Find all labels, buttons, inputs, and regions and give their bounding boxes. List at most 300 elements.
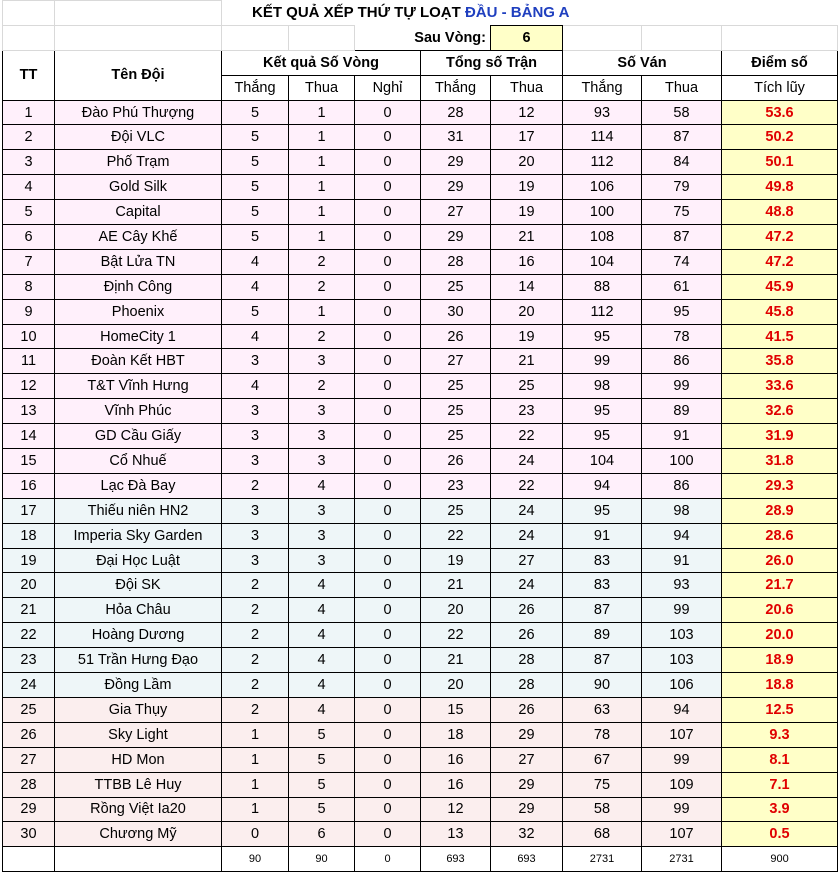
cell-games-loss: 87 (642, 225, 722, 250)
cell-rounds-rest: 0 (355, 822, 421, 847)
cell-matches-win: 20 (421, 598, 491, 623)
cell-rounds-loss: 1 (289, 100, 355, 125)
cell-team-name: Imperia Sky Garden (55, 523, 222, 548)
cell-games-win: 95 (563, 424, 642, 449)
cell-team-name: T&T Vĩnh Hưng (55, 374, 222, 399)
cell-rounds-loss: 6 (289, 822, 355, 847)
cell-team-name: Đoàn Kết HBT (55, 349, 222, 374)
cell-rounds-rest: 0 (355, 722, 421, 747)
cell-games-loss: 61 (642, 274, 722, 299)
cell-rounds-rest: 0 (355, 772, 421, 797)
header-row-1 (3, 50, 838, 75)
totals-empty (55, 847, 222, 872)
table-row (3, 673, 838, 698)
cell-matches-win: 20 (421, 673, 491, 698)
cell-rank: 18 (3, 523, 55, 548)
cell-rounds-loss: 5 (289, 747, 355, 772)
cell-games-loss: 106 (642, 673, 722, 698)
cell-matches-loss: 21 (491, 225, 563, 250)
header-games: Số Ván (563, 50, 722, 75)
cell-matches-loss: 24 (491, 498, 563, 523)
cell-rank: 24 (3, 673, 55, 698)
cell-rounds-win: 1 (222, 722, 289, 747)
cell-team-name: Lạc Đà Bay (55, 473, 222, 498)
cell-games-loss: 86 (642, 349, 722, 374)
cell-games-loss: 78 (642, 324, 722, 349)
cell-rounds-rest: 0 (355, 697, 421, 722)
cell-rounds-loss: 4 (289, 623, 355, 648)
cell-games-win: 95 (563, 498, 642, 523)
cell-matches-win: 12 (421, 797, 491, 822)
cell-rounds-win: 5 (222, 225, 289, 250)
cell-matches-win: 27 (421, 200, 491, 225)
cell-games-win: 94 (563, 473, 642, 498)
cell-rounds-loss: 3 (289, 498, 355, 523)
cell-games-win: 87 (563, 598, 642, 623)
cell-team-name: Cổ Nhuế (55, 449, 222, 474)
cell-team-name: Gia Thụy (55, 697, 222, 722)
cell-games-win: 114 (563, 125, 642, 150)
cell-games-loss: 103 (642, 648, 722, 673)
total-games-win: 2731 (563, 847, 642, 872)
cell-matches-loss: 21 (491, 349, 563, 374)
cell-matches-win: 19 (421, 548, 491, 573)
cell-games-win: 88 (563, 274, 642, 299)
cell-rank: 10 (3, 324, 55, 349)
cell-rounds-win: 4 (222, 374, 289, 399)
title-row (3, 1, 838, 26)
cell-points: 28.6 (722, 523, 838, 548)
totals-row (3, 847, 838, 872)
cell-rounds-win: 2 (222, 697, 289, 722)
cell-matches-loss: 26 (491, 598, 563, 623)
cell-rank: 2 (3, 125, 55, 150)
header-matches-win: Thắng (421, 75, 491, 100)
table-row (3, 598, 838, 623)
cell-rounds-win: 4 (222, 274, 289, 299)
table-row (3, 150, 838, 175)
header-rounds-win: Thắng (222, 75, 289, 100)
cell-rounds-rest: 0 (355, 324, 421, 349)
cell-rounds-loss: 4 (289, 573, 355, 598)
cell-rounds-rest: 0 (355, 673, 421, 698)
cell-rounds-rest: 0 (355, 573, 421, 598)
cell-points: 48.8 (722, 200, 838, 225)
cell-points: 20.0 (722, 623, 838, 648)
table-row (3, 100, 838, 125)
cell-points: 45.9 (722, 274, 838, 299)
cell-games-loss: 99 (642, 747, 722, 772)
cell-rank: 13 (3, 399, 55, 424)
cell-games-win: 108 (563, 225, 642, 250)
cell-matches-loss: 27 (491, 548, 563, 573)
cell-points: 35.8 (722, 349, 838, 374)
cell-matches-loss: 19 (491, 175, 563, 200)
total-points: 900 (722, 847, 838, 872)
cell-team-name: Định Công (55, 274, 222, 299)
cell-points: 26.0 (722, 548, 838, 573)
table-row (3, 573, 838, 598)
cell-matches-loss: 24 (491, 573, 563, 598)
table-row (3, 374, 838, 399)
title-highlight: ĐẦU - BẢNG A (464, 4, 570, 22)
title-prefix: KẾT QUẢ XẾP THỨ TỰ LOẠT (252, 4, 461, 22)
cell-team-name: Đội SK (55, 573, 222, 598)
cell-games-loss: 75 (642, 200, 722, 225)
cell-rounds-loss: 1 (289, 150, 355, 175)
cell-rank: 27 (3, 747, 55, 772)
table-row (3, 648, 838, 673)
cell-games-loss: 84 (642, 150, 722, 175)
total-matches-win: 693 (421, 847, 491, 872)
cell-rank: 1 (3, 100, 55, 125)
cell-games-loss: 89 (642, 399, 722, 424)
cell-rounds-rest: 0 (355, 100, 421, 125)
cell-games-loss: 99 (642, 374, 722, 399)
cell-points: 18.8 (722, 673, 838, 698)
table-row (3, 225, 838, 250)
cell-rounds-loss: 4 (289, 648, 355, 673)
total-games-loss: 2731 (642, 847, 722, 872)
cell-team-name: AE Cây Khế (55, 225, 222, 250)
cell-matches-loss: 22 (491, 473, 563, 498)
cell-matches-win: 25 (421, 374, 491, 399)
cell-team-name: Gold Silk (55, 175, 222, 200)
table-row (3, 498, 838, 523)
cell-rounds-rest: 0 (355, 424, 421, 449)
cell-rounds-rest: 0 (355, 349, 421, 374)
cell-games-win: 90 (563, 673, 642, 698)
cell-rank: 8 (3, 274, 55, 299)
cell-matches-win: 22 (421, 623, 491, 648)
cell-rank: 26 (3, 722, 55, 747)
cell-rank: 19 (3, 548, 55, 573)
cell-rank: 5 (3, 200, 55, 225)
cell-matches-win: 15 (421, 697, 491, 722)
cell-games-win: 112 (563, 150, 642, 175)
cell-points: 45.8 (722, 299, 838, 324)
cell-rounds-rest: 0 (355, 449, 421, 474)
cell-rounds-rest: 0 (355, 399, 421, 424)
cell-games-loss: 103 (642, 623, 722, 648)
cell-team-name: Vĩnh Phúc (55, 399, 222, 424)
cell-matches-win: 16 (421, 772, 491, 797)
cell-rounds-rest: 0 (355, 648, 421, 673)
cell-team-name: Đồng Lầm (55, 673, 222, 698)
cell-rounds-win: 2 (222, 648, 289, 673)
cell-matches-loss: 17 (491, 125, 563, 150)
cell-matches-loss: 25 (491, 374, 563, 399)
cell-team-name: Sky Light (55, 722, 222, 747)
cell-points: 49.8 (722, 175, 838, 200)
cell-rounds-win: 4 (222, 249, 289, 274)
cell-rank: 12 (3, 374, 55, 399)
round-row (3, 25, 838, 50)
cell-games-loss: 87 (642, 125, 722, 150)
cell-rounds-loss: 3 (289, 449, 355, 474)
cell-games-loss: 98 (642, 498, 722, 523)
header-tt: TT (3, 50, 55, 100)
cell-points: 28.9 (722, 498, 838, 523)
cell-rounds-win: 0 (222, 822, 289, 847)
cell-team-name: GD Cầu Giấy (55, 424, 222, 449)
cell-rounds-loss: 2 (289, 324, 355, 349)
cell-rounds-loss: 1 (289, 225, 355, 250)
cell-games-loss: 79 (642, 175, 722, 200)
cell-points: 47.2 (722, 249, 838, 274)
cell-rounds-loss: 3 (289, 349, 355, 374)
table-row (3, 548, 838, 573)
total-rounds-loss: 90 (289, 847, 355, 872)
cell-rounds-rest: 0 (355, 498, 421, 523)
cell-games-loss: 93 (642, 573, 722, 598)
cell-games-win: 98 (563, 374, 642, 399)
cell-games-win: 89 (563, 623, 642, 648)
cell-rounds-win: 3 (222, 498, 289, 523)
header-rounds-rest: Nghỉ (355, 75, 421, 100)
cell-rounds-loss: 4 (289, 473, 355, 498)
cell-rounds-rest: 0 (355, 299, 421, 324)
cell-games-win: 67 (563, 747, 642, 772)
cell-matches-loss: 23 (491, 399, 563, 424)
table-row (3, 722, 838, 747)
cell-matches-win: 16 (421, 747, 491, 772)
cell-rank: 3 (3, 150, 55, 175)
header-rounds: Kết quả Số Vòng (222, 50, 421, 75)
cell-points: 0.5 (722, 822, 838, 847)
cell-points: 20.6 (722, 598, 838, 623)
cell-matches-loss: 24 (491, 523, 563, 548)
cell-rounds-win: 4 (222, 324, 289, 349)
cell-rounds-loss: 4 (289, 697, 355, 722)
cell-points: 31.8 (722, 449, 838, 474)
cell-games-win: 91 (563, 523, 642, 548)
table-row (3, 274, 838, 299)
cell-rounds-loss: 1 (289, 299, 355, 324)
cell-rounds-win: 5 (222, 299, 289, 324)
cell-matches-win: 25 (421, 399, 491, 424)
cell-rank: 14 (3, 424, 55, 449)
cell-team-name: Phố Trạm (55, 150, 222, 175)
cell-matches-loss: 27 (491, 747, 563, 772)
cell-matches-loss: 16 (491, 249, 563, 274)
cell-matches-loss: 29 (491, 722, 563, 747)
table-row (3, 175, 838, 200)
cell-games-loss: 74 (642, 249, 722, 274)
cell-rounds-win: 3 (222, 523, 289, 548)
cell-matches-loss: 32 (491, 822, 563, 847)
cell-rounds-loss: 3 (289, 523, 355, 548)
cell-matches-win: 30 (421, 299, 491, 324)
cell-points: 41.5 (722, 324, 838, 349)
cell-games-win: 112 (563, 299, 642, 324)
cell-games-win: 104 (563, 249, 642, 274)
cell-rank: 17 (3, 498, 55, 523)
cell-team-name: Hỏa Châu (55, 598, 222, 623)
cell-rank: 16 (3, 473, 55, 498)
table-row (3, 299, 838, 324)
cell-rounds-loss: 2 (289, 274, 355, 299)
total-rounds-win: 90 (222, 847, 289, 872)
cell-rounds-rest: 0 (355, 200, 421, 225)
cell-rank: 22 (3, 623, 55, 648)
cell-rounds-loss: 3 (289, 424, 355, 449)
cell-rounds-rest: 0 (355, 548, 421, 573)
cell-rank: 23 (3, 648, 55, 673)
cell-matches-loss: 29 (491, 797, 563, 822)
header-points: Điểm số (722, 50, 838, 75)
cell-team-name: Đại Học Luật (55, 548, 222, 573)
cell-rounds-win: 5 (222, 200, 289, 225)
cell-matches-win: 21 (421, 573, 491, 598)
cell-rounds-loss: 1 (289, 175, 355, 200)
cell-rounds-loss: 4 (289, 598, 355, 623)
cell-points: 29.3 (722, 473, 838, 498)
cell-rounds-loss: 5 (289, 797, 355, 822)
cell-rank: 20 (3, 573, 55, 598)
cell-games-win: 99 (563, 349, 642, 374)
header-rounds-loss: Thua (289, 75, 355, 100)
cell-games-win: 104 (563, 449, 642, 474)
cell-rounds-win: 3 (222, 449, 289, 474)
cell-rounds-win: 5 (222, 175, 289, 200)
cell-rank: 25 (3, 697, 55, 722)
table-row (3, 424, 838, 449)
cell-matches-win: 22 (421, 523, 491, 548)
cell-matches-win: 29 (421, 150, 491, 175)
cell-rounds-rest: 0 (355, 747, 421, 772)
cell-points: 3.9 (722, 797, 838, 822)
cell-games-win: 93 (563, 100, 642, 125)
cell-matches-loss: 28 (491, 648, 563, 673)
cell-team-name: Thiếu niên HN2 (55, 498, 222, 523)
cell-rank: 11 (3, 349, 55, 374)
cell-matches-loss: 26 (491, 623, 563, 648)
cell-rounds-win: 2 (222, 673, 289, 698)
total-matches-loss: 693 (491, 847, 563, 872)
cell-matches-loss: 28 (491, 673, 563, 698)
cell-rounds-rest: 0 (355, 473, 421, 498)
cell-matches-loss: 12 (491, 100, 563, 125)
cell-matches-loss: 26 (491, 697, 563, 722)
cell-points: 32.6 (722, 399, 838, 424)
cell-games-win: 63 (563, 697, 642, 722)
cell-games-loss: 107 (642, 722, 722, 747)
cell-games-loss: 91 (642, 548, 722, 573)
header-matches-loss: Thua (491, 75, 563, 100)
cell-team-name: Bật Lửa TN (55, 249, 222, 274)
cell-rounds-win: 1 (222, 747, 289, 772)
cell-matches-win: 13 (421, 822, 491, 847)
header-games-win: Thắng (563, 75, 642, 100)
cell-team-name: Chương Mỹ (55, 822, 222, 847)
ranking-table (2, 0, 838, 872)
cell-games-loss: 100 (642, 449, 722, 474)
header-games-loss: Thua (642, 75, 722, 100)
table-row (3, 523, 838, 548)
header-cumulative: Tích lũy (722, 75, 838, 100)
table-row (3, 200, 838, 225)
cell-rounds-win: 3 (222, 349, 289, 374)
cell-games-win: 87 (563, 648, 642, 673)
cell-rounds-win: 2 (222, 623, 289, 648)
cell-rounds-win: 5 (222, 150, 289, 175)
cell-games-loss: 94 (642, 697, 722, 722)
cell-rounds-win: 3 (222, 399, 289, 424)
cell-games-loss: 94 (642, 523, 722, 548)
cell-games-loss: 91 (642, 424, 722, 449)
cell-team-name: TTBB Lê Huy (55, 772, 222, 797)
cell-rounds-loss: 4 (289, 673, 355, 698)
cell-rank: 21 (3, 598, 55, 623)
cell-points: 7.1 (722, 772, 838, 797)
cell-rank: 29 (3, 797, 55, 822)
cell-games-loss: 86 (642, 473, 722, 498)
cell-games-win: 68 (563, 822, 642, 847)
cell-games-loss: 99 (642, 797, 722, 822)
cell-points: 47.2 (722, 225, 838, 250)
cell-points: 33.6 (722, 374, 838, 399)
cell-rounds-loss: 5 (289, 772, 355, 797)
cell-matches-loss: 19 (491, 200, 563, 225)
cell-games-win: 78 (563, 722, 642, 747)
page-title (222, 1, 838, 26)
totals-empty (3, 847, 55, 872)
cell-games-loss: 107 (642, 822, 722, 847)
cell-team-name: Đào Phú Thượng (55, 100, 222, 125)
cell-matches-loss: 20 (491, 299, 563, 324)
cell-rounds-rest: 0 (355, 598, 421, 623)
cell-matches-win: 23 (421, 473, 491, 498)
table-row (3, 623, 838, 648)
cell-rounds-loss: 2 (289, 374, 355, 399)
total-rounds-rest: 0 (355, 847, 421, 872)
cell-team-name: Đội VLC (55, 125, 222, 150)
cell-rank: 15 (3, 449, 55, 474)
cell-rank: 7 (3, 249, 55, 274)
cell-games-win: 95 (563, 399, 642, 424)
cell-matches-win: 25 (421, 274, 491, 299)
cell-points: 18.9 (722, 648, 838, 673)
cell-games-loss: 109 (642, 772, 722, 797)
cell-rounds-win: 2 (222, 473, 289, 498)
cell-matches-win: 26 (421, 324, 491, 349)
cell-team-name: Rồng Việt Ia20 (55, 797, 222, 822)
cell-matches-loss: 19 (491, 324, 563, 349)
cell-matches-loss: 29 (491, 772, 563, 797)
cell-matches-loss: 20 (491, 150, 563, 175)
cell-points: 50.2 (722, 125, 838, 150)
cell-games-win: 106 (563, 175, 642, 200)
cell-rank: 30 (3, 822, 55, 847)
header-team: Tên Đội (55, 50, 222, 100)
cell-rounds-loss: 5 (289, 722, 355, 747)
cell-rounds-rest: 0 (355, 623, 421, 648)
cell-rank: 9 (3, 299, 55, 324)
cell-rank: 4 (3, 175, 55, 200)
cell-rounds-rest: 0 (355, 249, 421, 274)
cell-team-name: Hoàng Dương (55, 623, 222, 648)
cell-points: 12.5 (722, 697, 838, 722)
cell-rounds-win: 2 (222, 573, 289, 598)
cell-matches-win: 28 (421, 100, 491, 125)
cell-rank: 6 (3, 225, 55, 250)
cell-rounds-loss: 3 (289, 548, 355, 573)
cell-rounds-rest: 0 (355, 374, 421, 399)
cell-rounds-rest: 0 (355, 125, 421, 150)
table-row (3, 747, 838, 772)
table-row (3, 449, 838, 474)
